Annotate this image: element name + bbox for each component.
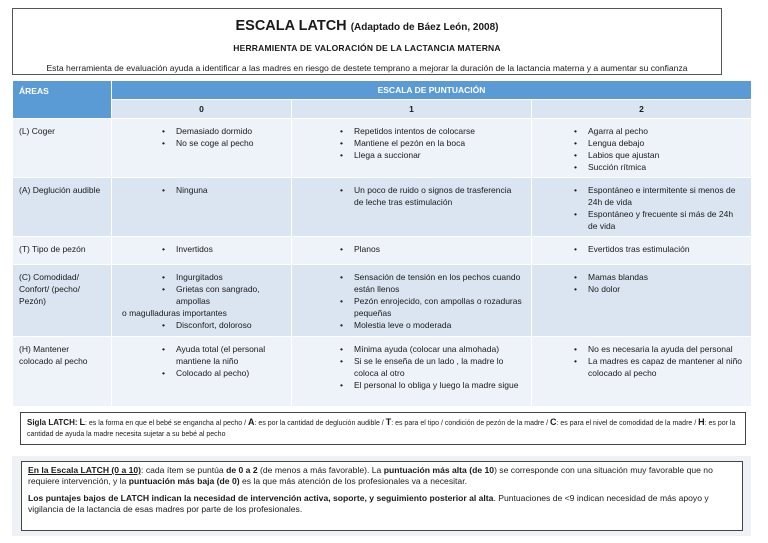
title-box <box>12 8 722 75</box>
sigla-text-t: : es para el tipo / condición de pezón de la madre / <box>391 420 549 427</box>
cell-score-2 <box>532 178 752 237</box>
sigla-text-h: : es por la cantidad de ayuda la madre necesita sujetar a su bebé al pecho <box>27 420 736 438</box>
escala-section <box>12 456 751 536</box>
list-item: • Pezón enrojecido, con ampollas o rozaduras pequeñas <box>354 295 523 319</box>
sigla-letter-h: H <box>698 417 705 427</box>
escala-text: . Puntuaciones de <9 indican necesidad de más apoyo y vigilancia de la lactancia de esas madres por parte de los profesionales. <box>28 493 709 514</box>
cell-score-1 <box>292 119 532 178</box>
sigla-letter-a: A <box>248 417 255 427</box>
title-text: ESCALA LATCH <box>235 18 347 34</box>
list-item: • Espontáneo y frecuente si más de 24h de vida <box>588 208 743 232</box>
list-item: • No es necesaria la ayuda del personal <box>588 343 743 355</box>
cell-score-1 <box>292 265 532 337</box>
score-header-1: 1 <box>292 100 532 119</box>
sigla-text-c: : es para el nivel de comodidad de la madre / <box>556 420 697 427</box>
list-item: • Colocado al pecho) <box>176 367 283 379</box>
list-item: • Molestia leve o moderada <box>354 319 523 331</box>
list-item: • Agarra al pecho <box>588 125 743 137</box>
escala-lead: En la Escala LATCH (0 a 10) <box>28 465 142 475</box>
page-description: Esta herramienta de evaluación ayuda a identificar a las madres en riesgo de destete temprano a mejorar la duración de la lactancia materna y a aumentar su confianza <box>46 63 688 73</box>
list-item: • Grietas con sangrado, ampollas <box>176 283 283 307</box>
page-subtitle: HERRAMIENTA DE VALORACIÓN DE LA LACTANCIA MATERNA <box>233 43 501 53</box>
escala-bold: puntuación más baja (de 0) <box>128 476 240 486</box>
table-row-mantener <box>13 337 752 407</box>
area-label: (H) Mantener colocado al pecho <box>13 337 112 407</box>
title-source: (Adaptado de Báez León, 2008) <box>350 22 499 33</box>
cell-score-0 <box>112 178 292 237</box>
escala-text: ) se corresponde con una situación muy favorable que no requiere intervención, y la <box>28 465 713 486</box>
areas-header: ÁREAS <box>13 81 112 119</box>
list-item: • Planos <box>354 243 523 255</box>
score-header-0: 0 <box>112 100 292 119</box>
list-item: • Succión rítmica <box>588 161 743 173</box>
sigla-letter-c: C <box>549 417 557 427</box>
escala-explanation <box>21 461 743 531</box>
cell-score-2 <box>532 119 752 178</box>
area-label: (C) Comodidad/ Confort/ (pecho/ Pezón) <box>13 265 112 337</box>
list-item: • Disconfort, doloroso <box>176 319 283 331</box>
escala-text: (de menos a más favorable). La <box>257 465 384 475</box>
list-item: • Mamas blandas <box>588 271 743 283</box>
cell-score-1 <box>292 237 532 265</box>
cell-score-0 <box>112 237 292 265</box>
scale-header: ESCALA DE PUNTUACIÓN <box>112 81 752 100</box>
list-item: • La madres es capaz de mantener al niño colocado al pecho <box>588 355 743 379</box>
list-item: • Invertidos <box>176 243 283 255</box>
cell-score-2 <box>532 237 752 265</box>
escala-bold: puntuación más alta (de 10 <box>383 465 495 475</box>
list-item: • Mínima ayuda (colocar una almohada) <box>354 343 523 355</box>
list-item: • Ninguna <box>176 184 283 196</box>
cell-score-2 <box>532 265 752 337</box>
list-item: • Ayuda total (el personal mantiene la niño <box>176 343 283 367</box>
cell-score-0 <box>112 119 292 178</box>
sigla-text-a: : es por la cantidad de deglución audible / <box>254 420 384 427</box>
list-item: • Lengua debajo <box>588 137 743 149</box>
list-item: • Evertidos tras estimulación <box>588 243 743 255</box>
area-label: (A) Deglución audible <box>13 178 112 237</box>
escala-bold: Los puntajes bajos de LATCH indican la necesidad de intervención activa, soporte, y seguimiento posterior al alta <box>28 493 494 503</box>
cell-score-1 <box>292 337 532 407</box>
table-row-pezon <box>13 237 752 265</box>
score-header-2: 2 <box>532 100 752 119</box>
escala-text: : cada ítem se puntúa <box>141 465 227 475</box>
list-item: • El personal lo obliga y luego la madre sigue <box>354 379 523 391</box>
list-item: • No se coge al pecho <box>176 137 283 149</box>
sigla-letter-t: T <box>385 417 392 427</box>
latch-table <box>12 80 752 407</box>
list-item: • Ingurgitados <box>176 271 283 283</box>
cell-score-2 <box>532 337 752 407</box>
escala-text: es la que más atención de los profesionales va a necesitar. <box>239 476 467 486</box>
list-item: • Si se le enseña de un lado , la madre lo coloca al otro <box>354 355 523 379</box>
list-item: • Espontáneo e intermitente si menos de 24h de vida <box>588 184 743 208</box>
list-item: • Demasiado dormido <box>176 125 283 137</box>
cell-score-1 <box>292 178 532 237</box>
table-row-comodidad <box>13 265 752 337</box>
area-label: (L) Coger <box>13 119 112 178</box>
list-item: • Sensación de tensión en los pechos cuando están llenos <box>354 271 523 295</box>
area-label: (T) Tipo de pezón <box>13 237 112 265</box>
page-title <box>13 17 721 37</box>
list-item: • No dolor <box>588 283 743 295</box>
sigla-legend <box>20 412 746 445</box>
cell-score-0 <box>112 337 292 407</box>
list-item: • Mantiene el pezón en la boca <box>354 137 523 149</box>
escala-paragraph-1 <box>28 465 736 487</box>
cell-score-0 <box>112 265 292 337</box>
escala-paragraph-2 <box>28 493 736 515</box>
escala-bold: de 0 a 2 <box>226 465 258 475</box>
table-row-deglucion <box>13 178 752 237</box>
table-row-coger <box>13 119 752 178</box>
list-item: • Labios que ajustan <box>588 149 743 161</box>
list-note: o magulladuras importantes <box>122 308 227 318</box>
list-item: • Repetidos intentos de colocarse <box>354 125 523 137</box>
sigla-label: Sigla LATCH: <box>27 418 78 427</box>
sigla-letter-l: L <box>79 417 85 427</box>
sigla-text-l: : es la forma en que el bebé se engancha al pecho / <box>84 420 247 427</box>
list-item: • Un poco de ruido o signos de trasferencia de leche tras estimulación <box>354 184 523 208</box>
list-item: • Llega a succionar <box>354 149 523 161</box>
